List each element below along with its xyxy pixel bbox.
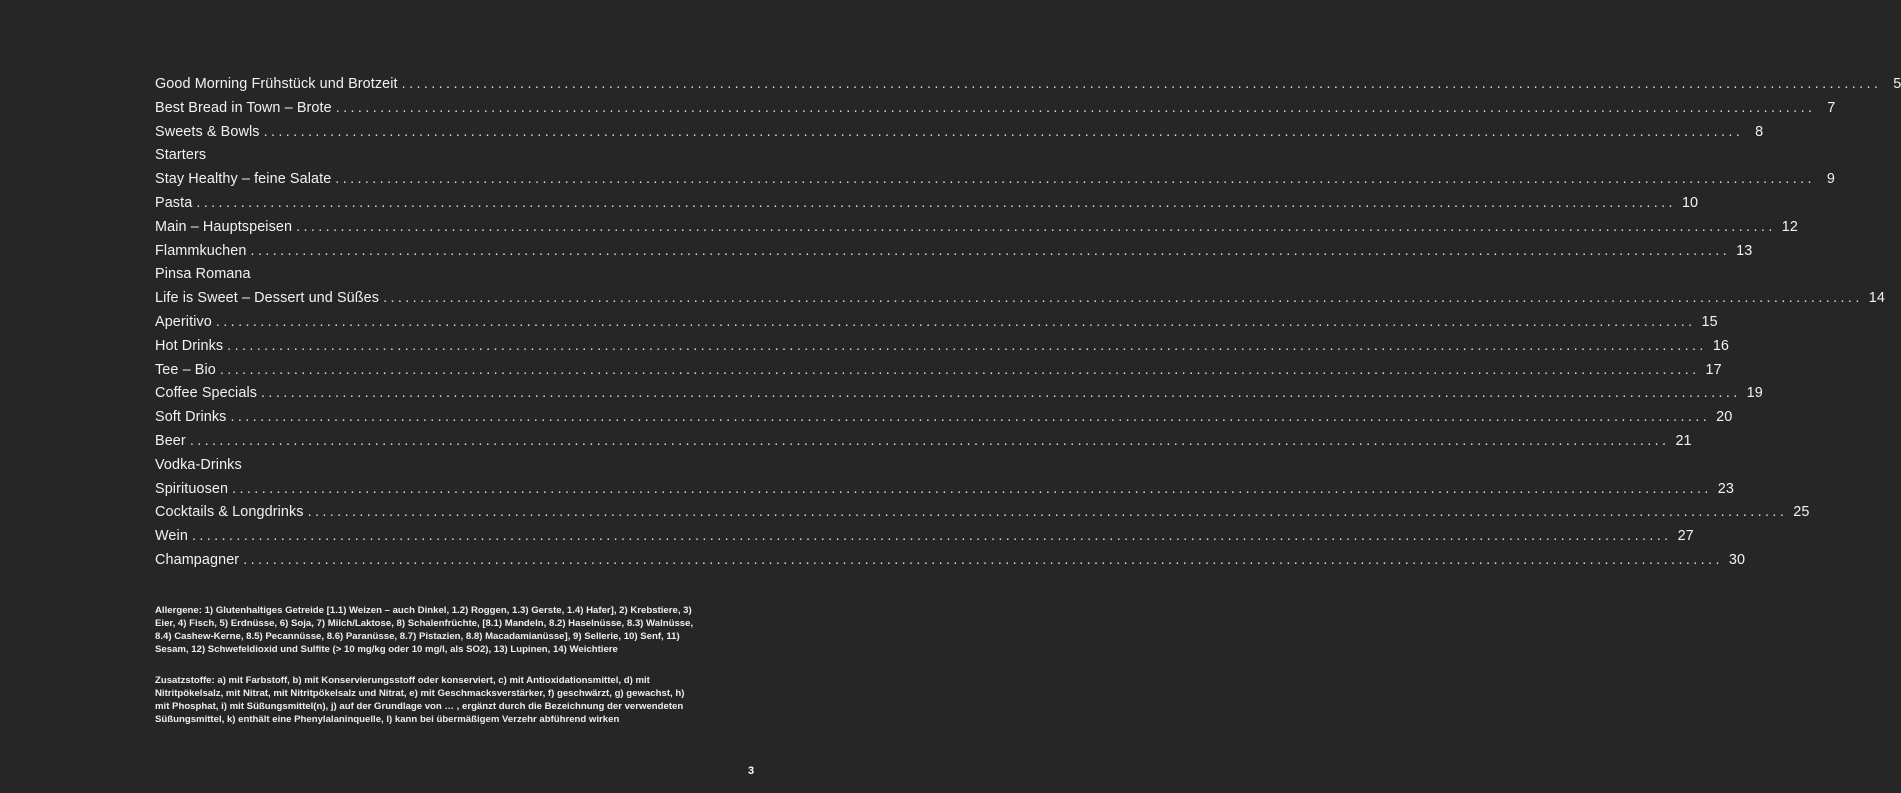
toc-dot-leader: ........................................................................................................................................................................................................ <box>215 313 1696 330</box>
toc-entry-label: Aperitivo <box>155 313 212 330</box>
toc-entry-label: Life is Sweet – Dessert und Süßes <box>155 290 380 307</box>
toc-entry-page: 12 <box>1781 218 1798 235</box>
toc-dot-leader: ........................................................................................................................................................................................................ <box>227 337 1707 354</box>
toc-dot-leader: ........................................................................................................................................................................................................ <box>196 194 1676 211</box>
toc-dot-leader: ........................................................................................................................................................................................................ <box>189 432 1670 449</box>
page-number: 3 <box>748 765 755 777</box>
toc-entry-label: Wein <box>155 528 188 545</box>
toc-entry-label: Flammkuchen <box>155 242 247 259</box>
toc-entry-label: Stay Healthy – feine Salate <box>155 171 332 188</box>
toc-entry[interactable] <box>155 409 1733 433</box>
toc-entry[interactable] <box>155 385 1763 409</box>
toc-entry-page: 23 <box>1717 480 1734 497</box>
toc-dot-leader: ........................................................................................................................................................................................................ <box>230 409 1711 426</box>
toc-entry-label: Pinsa Romana <box>155 266 251 283</box>
toc-entry-page: 16 <box>1712 337 1730 354</box>
toc-dot-leader: ........................................................................................................................................................................................................ <box>219 361 1700 378</box>
toc-entry-page: 7 <box>1827 99 1836 116</box>
toc-entry-label: Coffee Specials <box>155 385 258 402</box>
toc-entry-page: 9 <box>1826 171 1835 188</box>
toc-entry-label: Cocktails & Longdrinks <box>155 504 304 521</box>
toc-entry-page: 10 <box>1681 194 1699 211</box>
toc-dot-leader: ........................................................................................................................................................................................................ <box>335 171 1815 188</box>
toc-dot-leader: ........................................................................................................................................................................................................ <box>307 504 1788 521</box>
toc-entry-label: Starters <box>155 147 207 164</box>
toc-entry[interactable] <box>155 171 1835 195</box>
toc-dot-leader: ........................................................................................................................................................................................................ <box>250 242 1731 259</box>
toc-entry[interactable] <box>155 76 1901 100</box>
toc-entry[interactable] <box>155 218 1798 243</box>
toc-entry-label: Pasta <box>155 194 193 211</box>
toc-entry-label: Beer <box>155 432 186 449</box>
toc-entry-label: Spirituosen <box>155 480 229 497</box>
toc-entry-page: 5 <box>1893 76 1901 92</box>
toc-entry-page: 19 <box>1746 385 1763 402</box>
toc-entry[interactable] <box>155 551 1746 576</box>
toc-entry[interactable] <box>155 457 696 481</box>
toc-entry[interactable] <box>155 99 1836 124</box>
toc-dot-leader: ........................................................................................................................................................................................................ <box>232 480 1712 497</box>
toc-entry[interactable] <box>155 432 1692 457</box>
toc-entry[interactable] <box>155 313 1718 338</box>
toc-entry[interactable] <box>155 123 1764 148</box>
toc-entry[interactable] <box>155 361 1722 386</box>
toc-entry-page: 8 <box>1755 123 1764 140</box>
toc-entry[interactable] <box>155 242 1753 267</box>
toc-entry-page: 30 <box>1728 551 1746 568</box>
toc-dot-leader: ........................................................................................................................................................................................................ <box>191 528 1672 545</box>
toc-entry-page: 13 <box>1736 242 1753 259</box>
toc-entry[interactable] <box>155 266 696 290</box>
toc-entry-label: Tee – Bio <box>155 361 216 378</box>
toc-entry[interactable] <box>155 504 1810 528</box>
toc-entry[interactable] <box>155 194 1699 219</box>
toc-dot-leader: ........................................................................................................................................................................................................ <box>296 218 1776 235</box>
toc-entry[interactable] <box>155 528 1694 552</box>
toc-entry-page: 14 <box>1868 290 1885 307</box>
toc-entry-page: 15 <box>1701 313 1718 330</box>
toc-entry-label: Champagner <box>155 551 240 568</box>
table-of-contents <box>155 76 1901 576</box>
toc-entry-label: Soft Drinks <box>155 409 227 426</box>
toc-entry[interactable] <box>155 480 1734 505</box>
additives-note: Zusatzstoffe: a) mit Farbstoff, b) mit Konservierungsstoff oder konserviert, c) mit Antioxidationsmittel, d) mit Nitritpökelsalz, mit Nitrat, mit Nitritpökelsalz und Nitrat, e) mit Geschmacksverstärker, f) geschwärzt, g) gewachst, h) mit Phosphat, i) mit Süßungsmittel(n), j) auf der Grundlage von … , ergänzt durch die Bezeichnung der verwendeten Süßungsmittel, k) enthält eine Phenylalaninquelle, l) kann bei übermäßigem Verzehr abführend wirken <box>155 675 685 725</box>
toc-entry-page: 25 <box>1793 504 1810 521</box>
toc-entry[interactable] <box>155 147 696 171</box>
toc-entry-label: Vodka-Drinks <box>155 456 242 473</box>
toc-entry[interactable] <box>155 290 1885 314</box>
toc-entry-page: 27 <box>1677 528 1694 545</box>
toc-dot-leader: ........................................................................................................................................................................................................ <box>261 385 1741 402</box>
toc-dot-leader: ........................................................................................................................................................................................................ <box>401 76 1882 92</box>
toc-entry-page: 20 <box>1716 409 1733 426</box>
toc-dot-leader: ........................................................................................................................................................................................................ <box>383 290 1863 307</box>
toc-entry-label: Good Morning Frühstück und Brotzeit <box>155 76 398 92</box>
toc-entry-label: Best Bread in Town – Brote <box>155 99 332 116</box>
toc-entry-label: Sweets & Bowls <box>155 123 260 140</box>
toc-entry-page: 21 <box>1675 432 1692 449</box>
toc-entry-label: Hot Drinks <box>155 337 224 354</box>
footnotes <box>155 604 697 744</box>
toc-entry-label: Main – Hauptspeisen <box>155 218 293 235</box>
toc-dot-leader: ........................................................................................................................................................................................................ <box>335 99 1816 116</box>
toc-entry-page: 17 <box>1705 361 1722 378</box>
toc-entry[interactable] <box>155 337 1730 362</box>
toc-dot-leader: ........................................................................................................................................................................................................ <box>243 551 1723 568</box>
allergen-note: Allergene: 1) Glutenhaltiges Getreide [1.1) Weizen – auch Dinkel, 1.2) Roggen, 1.3) Gerste, 1.4) Hafer], 2) Krebstiere, 3) Eier, 4) Fisch, 5) Erdnüsse, 6) Soja, 7) Milch/Laktose, 8) Schalenfrüchte, [8.1) Mandeln, 8.2) Haselnüsse, 8.3) Walnüsse, 8.4) Cashew-Kerne, 8.5) Pecannüsse, 8.6) Paranüsse, 8.7) Pistazien, 8.8) Macadamianüsse], 9) Sellerie, 10) Senf, 11) Sesam, 12) Schwefeldioxid und Sulfite (> 10 mg/kg oder 10 mg/l, als SO2), 13) Lupinen, 14) Weichtiere <box>155 605 694 655</box>
toc-dot-leader: ........................................................................................................................................................................................................ <box>263 123 1744 140</box>
